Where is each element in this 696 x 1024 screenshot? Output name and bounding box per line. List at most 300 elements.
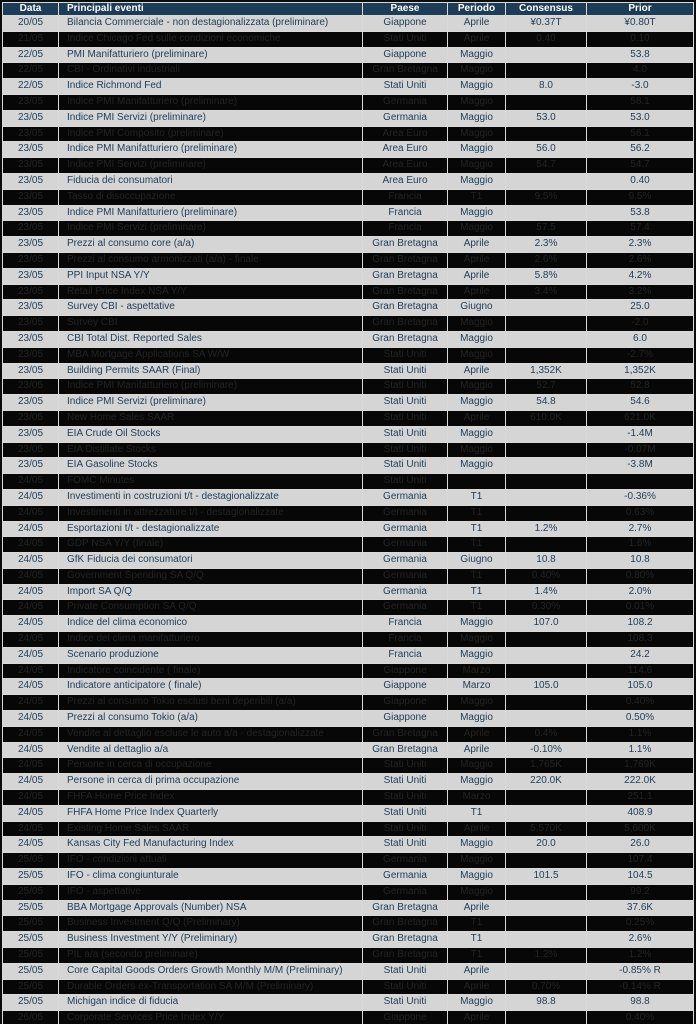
- table-row: [3, 411, 693, 426]
- cell-date: 23/05: [3, 174, 58, 189]
- cell-period: T1: [448, 537, 505, 552]
- table-row: [3, 853, 693, 868]
- cell-country: Area Euro: [363, 142, 447, 157]
- cell-date: 24/05: [3, 806, 58, 821]
- cell-date: 23/05: [3, 237, 58, 252]
- cell-country: Giappone: [363, 711, 447, 726]
- cell-date: 24/05: [3, 600, 58, 615]
- cell-date: 24/05: [3, 743, 58, 758]
- cell-date: 25/05: [3, 885, 58, 900]
- table-row: [3, 16, 693, 31]
- cell-event: Vendite al dettaglio escluse le auto a/a - destagionalizzate: [59, 727, 362, 742]
- table-row: [3, 111, 693, 126]
- cell-date: 23/05: [3, 411, 58, 426]
- cell-date: 24/05: [3, 632, 58, 647]
- cell-date: 25/05: [3, 948, 58, 963]
- cell-date: 24/05: [3, 474, 58, 489]
- cell-event: Government Spending SA Q/Q: [59, 569, 362, 584]
- cell-date: 23/05: [3, 364, 58, 379]
- cell-period: Marzo: [448, 679, 505, 694]
- table-row: [3, 300, 693, 315]
- cell-date: 24/05: [3, 616, 58, 631]
- cell-consensus: 0.40%: [506, 569, 586, 584]
- table-row: [3, 869, 693, 884]
- cell-country: Stati Uniti: [363, 458, 447, 473]
- cell-date: 25/05: [3, 932, 58, 947]
- cell-event: Vendite al dettaglio a/a: [59, 743, 362, 758]
- cell-country: Germania: [363, 537, 447, 552]
- cell-consensus: [506, 332, 586, 347]
- cell-prior: 4.0: [587, 63, 693, 78]
- cell-period: Maggio: [448, 443, 505, 458]
- cell-prior: -2.0: [587, 316, 693, 331]
- cell-date: 25/05: [3, 964, 58, 979]
- cell-consensus: 5.8%: [506, 269, 586, 284]
- cell-country: Stati Uniti: [363, 348, 447, 363]
- cell-event: GfK Fiducia dei consumatori: [59, 553, 362, 568]
- cell-period: Aprile: [448, 285, 505, 300]
- cell-country: Gran Bretagna: [363, 727, 447, 742]
- cell-event: Business Investment Y/Y (Preliminary): [59, 932, 362, 947]
- cell-consensus: [506, 474, 586, 489]
- cell-prior: 53.0: [587, 111, 693, 126]
- header-cell-event: Principali eventi: [59, 3, 362, 15]
- cell-period: Maggio: [448, 142, 505, 157]
- cell-prior: 2.7%: [587, 522, 693, 537]
- cell-prior: 104.5: [587, 869, 693, 884]
- table-row: [3, 364, 693, 379]
- cell-date: 24/05: [3, 664, 58, 679]
- cell-consensus: [506, 853, 586, 868]
- cell-consensus: -0.10%: [506, 743, 586, 758]
- cell-prior: 1,769K: [587, 758, 693, 773]
- cell-consensus: 0.70%: [506, 980, 586, 995]
- cell-period: Maggio: [448, 79, 505, 94]
- cell-country: Stati Uniti: [363, 964, 447, 979]
- header-cell-prior: Prior: [587, 3, 693, 15]
- cell-prior: 2.3%: [587, 237, 693, 252]
- cell-prior: 0.25%: [587, 916, 693, 931]
- table-row: [3, 600, 693, 615]
- cell-consensus: [506, 885, 586, 900]
- cell-consensus: [506, 127, 586, 142]
- table-row: [3, 774, 693, 789]
- cell-country: Stati Uniti: [363, 822, 447, 837]
- cell-event: Indice Chicago Fed sulle condizioni economiche: [59, 32, 362, 47]
- cell-date: 24/05: [3, 727, 58, 742]
- cell-event: FOMC Minutes: [59, 474, 362, 489]
- cell-date: 26/05: [3, 1011, 58, 1024]
- cell-period: T1: [448, 600, 505, 615]
- cell-country: Germania: [363, 553, 447, 568]
- cell-event: Indice PMI Manifatturiero (preliminare): [59, 206, 362, 221]
- cell-date: 24/05: [3, 553, 58, 568]
- cell-country: Giappone: [363, 679, 447, 694]
- table-row: [3, 932, 693, 947]
- cell-event: Esportazioni t/t - destagionalizzate: [59, 522, 362, 537]
- cell-prior: 0.63%: [587, 506, 693, 521]
- cell-period: Maggio: [448, 427, 505, 442]
- cell-prior: -3.0: [587, 79, 693, 94]
- cell-consensus: ¥0.37T: [506, 16, 586, 31]
- table-row: [3, 679, 693, 694]
- cell-country: Giappone: [363, 664, 447, 679]
- cell-period: Maggio: [448, 632, 505, 647]
- cell-period: Maggio: [448, 63, 505, 78]
- cell-event: Investimenti in costruzioni t/t - destagionalizzate: [59, 490, 362, 505]
- cell-consensus: 220.0K: [506, 774, 586, 789]
- cell-consensus: 98.8: [506, 995, 586, 1010]
- cell-period: Maggio: [448, 758, 505, 773]
- table-row: [3, 790, 693, 805]
- table-row: [3, 632, 693, 647]
- cell-consensus: [506, 664, 586, 679]
- cell-country: Francia: [363, 221, 447, 236]
- cell-date: 23/05: [3, 95, 58, 110]
- cell-date: 24/05: [3, 569, 58, 584]
- header-row: [3, 3, 693, 15]
- cell-period: Aprile: [448, 16, 505, 31]
- table-row: [3, 743, 693, 758]
- cell-prior: 2.6%: [587, 932, 693, 947]
- cell-country: Giappone: [363, 1011, 447, 1024]
- cell-period: Maggio: [448, 158, 505, 173]
- cell-consensus: [506, 443, 586, 458]
- cell-period: Maggio: [448, 379, 505, 394]
- cell-event: IFO - clima congiunturale: [59, 869, 362, 884]
- cell-event: Prezzi al consumo core (a/a): [59, 237, 362, 252]
- cell-country: Gran Bretagna: [363, 932, 447, 947]
- cell-period: Maggio: [448, 648, 505, 663]
- cell-country: Gran Bretagna: [363, 285, 447, 300]
- cell-prior: 4.2%: [587, 269, 693, 284]
- cell-country: Germania: [363, 111, 447, 126]
- cell-consensus: [506, 806, 586, 821]
- cell-prior: 0.40%: [587, 695, 693, 710]
- cell-consensus: 610.0K: [506, 411, 586, 426]
- cell-consensus: [506, 458, 586, 473]
- cell-prior: 251.1: [587, 790, 693, 805]
- cell-prior: 5,600K: [587, 822, 693, 837]
- cell-period: Maggio: [448, 95, 505, 110]
- cell-period: Aprile: [448, 980, 505, 995]
- cell-event: Durable Orders ex-Transportation SA M/M (Preliminary): [59, 980, 362, 995]
- cell-country: Francia: [363, 206, 447, 221]
- table-row: [3, 443, 693, 458]
- table-row: [3, 664, 693, 679]
- cell-event: CBI Total Dist. Reported Sales: [59, 332, 362, 347]
- cell-date: 23/05: [3, 316, 58, 331]
- cell-consensus: 5,570K: [506, 822, 586, 837]
- cell-prior: 1,352K: [587, 364, 693, 379]
- cell-event: Prezzi al consumo armonizzati (a/a) - finale: [59, 253, 362, 268]
- cell-period: Marzo: [448, 790, 505, 805]
- cell-event: New Home Sales SAAR: [59, 411, 362, 426]
- cell-country: Stati Uniti: [363, 806, 447, 821]
- table-row: [3, 427, 693, 442]
- cell-period: T1: [448, 932, 505, 947]
- cell-country: Gran Bretagna: [363, 901, 447, 916]
- cell-period: Maggio: [448, 774, 505, 789]
- cell-prior: 37.6K: [587, 901, 693, 916]
- table-row: [3, 221, 693, 236]
- cell-consensus: 56.0: [506, 142, 586, 157]
- cell-date: 24/05: [3, 490, 58, 505]
- cell-period: [448, 474, 505, 489]
- cell-prior: 2.0%: [587, 585, 693, 600]
- cell-country: Stati Uniti: [363, 474, 447, 489]
- cell-prior: 57.4: [587, 221, 693, 236]
- cell-consensus: 9.5%: [506, 190, 586, 205]
- cell-date: 25/05: [3, 995, 58, 1010]
- table-row: [3, 506, 693, 521]
- table-row: [3, 48, 693, 63]
- cell-event: Investimenti in attrezzature t/t - destagionalizzate: [59, 506, 362, 521]
- cell-country: Stati Uniti: [363, 443, 447, 458]
- table-row: [3, 948, 693, 963]
- cell-country: Germania: [363, 522, 447, 537]
- cell-country: Stati Uniti: [363, 379, 447, 394]
- table-row: [3, 822, 693, 837]
- table-row: [3, 316, 693, 331]
- cell-period: Maggio: [448, 127, 505, 142]
- table-row: [3, 490, 693, 505]
- cell-date: 23/05: [3, 427, 58, 442]
- cell-event: Indice PMI Manifatturiero (preliminare): [59, 142, 362, 157]
- cell-event: IFO - aspettative: [59, 885, 362, 900]
- cell-event: IFO - condizioni attuali: [59, 853, 362, 868]
- table-row: [3, 32, 693, 47]
- cell-country: Stati Uniti: [363, 364, 447, 379]
- cell-prior: 0.80%: [587, 569, 693, 584]
- cell-period: Maggio: [448, 458, 505, 473]
- cell-event: PPI Input NSA Y/Y: [59, 269, 362, 284]
- cell-consensus: [506, 300, 586, 315]
- table-row: [3, 964, 693, 979]
- cell-period: Aprile: [448, 32, 505, 47]
- cell-consensus: [506, 932, 586, 947]
- cell-consensus: 101.5: [506, 869, 586, 884]
- cell-prior: [587, 474, 693, 489]
- cell-date: 23/05: [3, 190, 58, 205]
- cell-consensus: [506, 901, 586, 916]
- cell-date: 24/05: [3, 506, 58, 521]
- cell-event: PIL a/a (secondo preliminare): [59, 948, 362, 963]
- cell-event: Prezzi al consumo Tokio (a/a): [59, 711, 362, 726]
- cell-country: Stati Uniti: [363, 837, 447, 852]
- cell-date: 24/05: [3, 522, 58, 537]
- cell-prior: 6.0: [587, 332, 693, 347]
- cell-event: Tasso di disoccupazione: [59, 190, 362, 205]
- table-row: [3, 995, 693, 1010]
- cell-prior: 2.6%: [587, 253, 693, 268]
- cell-date: 23/05: [3, 206, 58, 221]
- cell-date: 24/05: [3, 774, 58, 789]
- cell-date: 24/05: [3, 679, 58, 694]
- cell-date: 23/05: [3, 443, 58, 458]
- cell-prior: 0.01%: [587, 600, 693, 615]
- cell-prior: -0.14% R: [587, 980, 693, 995]
- cell-event: Indice del clima manifatturiero: [59, 632, 362, 647]
- cell-event: Business Investment Q/Q (Preliminary): [59, 916, 362, 931]
- cell-date: 23/05: [3, 142, 58, 157]
- cell-period: Maggio: [448, 616, 505, 631]
- cell-event: Building Permits SAAR (Final): [59, 364, 362, 379]
- cell-country: Area Euro: [363, 174, 447, 189]
- cell-consensus: [506, 348, 586, 363]
- cell-period: Aprile: [448, 743, 505, 758]
- table-row: [3, 758, 693, 773]
- table-row: [3, 1011, 693, 1024]
- cell-event: Import SA Q/Q: [59, 585, 362, 600]
- cell-date: 23/05: [3, 269, 58, 284]
- cell-date: 25/05: [3, 869, 58, 884]
- table-row: [3, 616, 693, 631]
- table-row: [3, 474, 693, 489]
- cell-prior: 98.8: [587, 995, 693, 1010]
- cell-period: T1: [448, 585, 505, 600]
- cell-consensus: 2.6%: [506, 253, 586, 268]
- cell-event: EIA Gasoline Stocks: [59, 458, 362, 473]
- cell-prior: -1.4M: [587, 427, 693, 442]
- cell-country: Francia: [363, 648, 447, 663]
- cell-consensus: [506, 537, 586, 552]
- cell-date: 20/05: [3, 16, 58, 31]
- cell-prior: 0.10: [587, 32, 693, 47]
- cell-consensus: 0.40: [506, 32, 586, 47]
- table-row: [3, 158, 693, 173]
- cell-country: Gran Bretagna: [363, 743, 447, 758]
- cell-event: Indice PMI Manifatturiero (preliminare): [59, 95, 362, 110]
- cell-event: EIA Crude Oil Stocks: [59, 427, 362, 442]
- cell-event: Prezzi al consumo Tokio esclusi beni deperibili (a/a): [59, 695, 362, 710]
- table-row: [3, 95, 693, 110]
- cell-period: T1: [448, 916, 505, 931]
- cell-consensus: [506, 95, 586, 110]
- cell-date: 23/05: [3, 127, 58, 142]
- cell-country: Germania: [363, 585, 447, 600]
- cell-date: 25/05: [3, 853, 58, 868]
- cell-period: Maggio: [448, 711, 505, 726]
- cell-consensus: 1,352K: [506, 364, 586, 379]
- table-row: [3, 63, 693, 78]
- cell-event: Fiducia dei consumatori: [59, 174, 362, 189]
- cell-period: Aprile: [448, 964, 505, 979]
- cell-date: 24/05: [3, 585, 58, 600]
- cell-consensus: 20.0: [506, 837, 586, 852]
- cell-country: Germania: [363, 853, 447, 868]
- cell-period: T1: [448, 190, 505, 205]
- cell-prior: 53.8: [587, 48, 693, 63]
- cell-period: Aprile: [448, 364, 505, 379]
- cell-consensus: [506, 1011, 586, 1024]
- cell-date: 22/05: [3, 48, 58, 63]
- cell-prior: 54.7: [587, 158, 693, 173]
- cell-prior: 58.1: [587, 95, 693, 110]
- cell-date: 24/05: [3, 790, 58, 805]
- table-body: [3, 16, 693, 1024]
- table-row: [3, 174, 693, 189]
- cell-prior: 53.8: [587, 206, 693, 221]
- cell-consensus: [506, 916, 586, 931]
- cell-event: Kansas City Fed Manufacturing Index: [59, 837, 362, 852]
- cell-date: 24/05: [3, 695, 58, 710]
- cell-prior: 1.2%: [587, 948, 693, 963]
- cell-consensus: [506, 695, 586, 710]
- cell-event: EIA Distillate Stocks: [59, 443, 362, 458]
- table-row: [3, 79, 693, 94]
- cell-date: 25/05: [3, 901, 58, 916]
- cell-event: Indice PMI Composito (preliminare): [59, 127, 362, 142]
- cell-event: GDP NSA Y/Y (finale): [59, 537, 362, 552]
- cell-country: Gran Bretagna: [363, 316, 447, 331]
- table-row: [3, 695, 693, 710]
- cell-period: Maggio: [448, 48, 505, 63]
- header-cell-country: Paese: [363, 3, 447, 15]
- cell-prior: -0.07M: [587, 443, 693, 458]
- cell-consensus: [506, 506, 586, 521]
- table-row: [3, 885, 693, 900]
- cell-event: FHFA Home Price Index Quarterly: [59, 806, 362, 821]
- cell-event: Indicatore coincidente ( finale): [59, 664, 362, 679]
- cell-country: Germania: [363, 869, 447, 884]
- cell-prior: -3.8M: [587, 458, 693, 473]
- cell-event: Existing Home Sales SAAR: [59, 822, 362, 837]
- cell-country: Stati Uniti: [363, 427, 447, 442]
- table-row: [3, 837, 693, 852]
- table-row: [3, 916, 693, 931]
- cell-consensus: [506, 711, 586, 726]
- cell-period: Maggio: [448, 853, 505, 868]
- table-row: [3, 648, 693, 663]
- cell-consensus: [506, 174, 586, 189]
- cell-period: Maggio: [448, 869, 505, 884]
- cell-date: 21/05: [3, 32, 58, 47]
- cell-consensus: 1.2%: [506, 948, 586, 963]
- cell-prior: 114.6: [587, 664, 693, 679]
- cell-consensus: 53.0: [506, 111, 586, 126]
- cell-country: Stati Uniti: [363, 995, 447, 1010]
- cell-prior: -2.7%: [587, 348, 693, 363]
- cell-period: Aprile: [448, 1011, 505, 1024]
- cell-event: MBA Mortgage Applications SA W/W: [59, 348, 362, 363]
- cell-period: T1: [448, 569, 505, 584]
- cell-period: T1: [448, 806, 505, 821]
- cell-period: Giugno: [448, 300, 505, 315]
- cell-country: Germania: [363, 600, 447, 615]
- economic-calendar-table: [2, 2, 694, 1024]
- cell-consensus: 3.4%: [506, 285, 586, 300]
- table-row: [3, 348, 693, 363]
- table-row: [3, 379, 693, 394]
- cell-prior: -0.36%: [587, 490, 693, 505]
- cell-consensus: [506, 48, 586, 63]
- cell-country: Gran Bretagna: [363, 269, 447, 284]
- header-cell-date: Data: [3, 3, 58, 15]
- cell-prior: 1.6%: [587, 537, 693, 552]
- table-row: [3, 142, 693, 157]
- table-row: [3, 537, 693, 552]
- table-row: [3, 253, 693, 268]
- cell-country: Stati Uniti: [363, 758, 447, 773]
- cell-consensus: 2.3%: [506, 237, 586, 252]
- cell-period: T1: [448, 948, 505, 963]
- cell-prior: 54.6: [587, 395, 693, 410]
- cell-event: Bilancia Commerciale - non destagionalizzata (preliminare): [59, 16, 362, 31]
- cell-country: Francia: [363, 616, 447, 631]
- cell-date: 23/05: [3, 221, 58, 236]
- cell-event: Indice PMI Servizi (preliminare): [59, 395, 362, 410]
